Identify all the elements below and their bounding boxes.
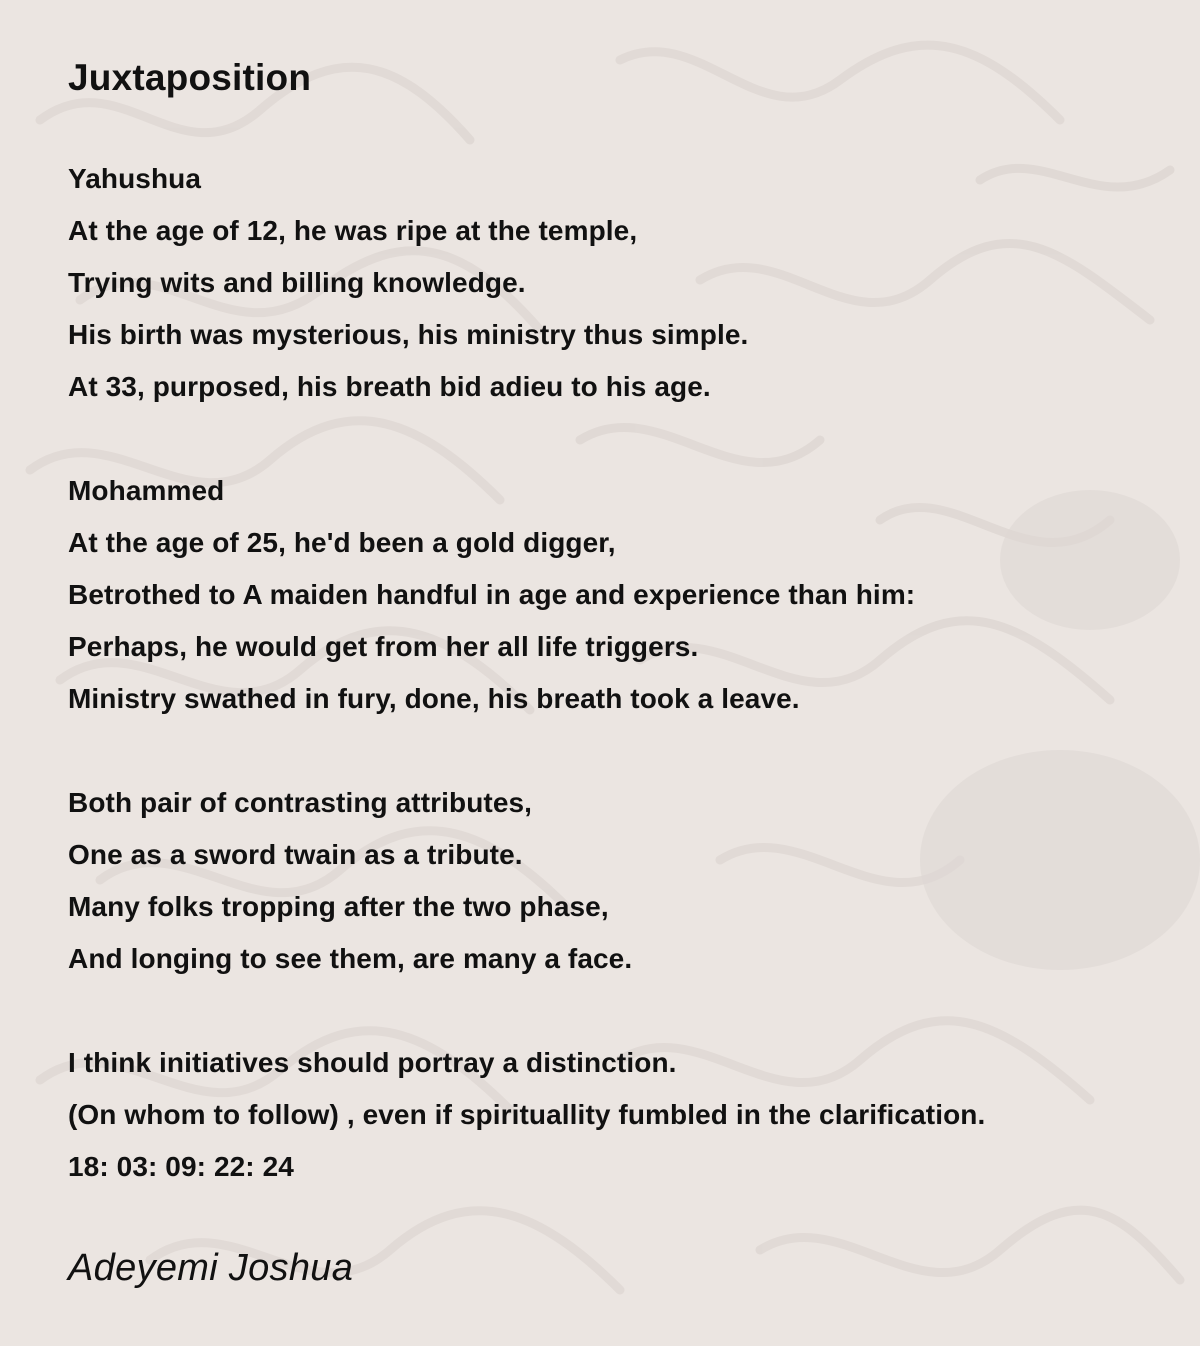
stanza (68, 153, 1178, 413)
poem-body (68, 153, 1178, 1193)
stanza (68, 1037, 1178, 1193)
poem-line: One as a sword twain as a tribute. (68, 839, 523, 870)
poem-line: Ministry swathed in fury, done, his breath took a leave. (68, 683, 800, 714)
poem-line: At the age of 25, he'd been a gold digger, (68, 527, 616, 558)
author-name: Adeyemi Joshua (68, 1247, 354, 1289)
poem-line: I think initiatives should portray a distinction. (68, 1047, 677, 1078)
poem-line: At 33, purposed, his breath bid adieu to his age. (68, 371, 711, 402)
stanza (68, 777, 1178, 985)
poem-title: Juxtaposition (68, 57, 312, 98)
poem-line: Mohammed (68, 475, 225, 506)
poem-line: 18: 03: 09: 22: 24 (68, 1151, 294, 1182)
poem-line: At the age of 12, he was ripe at the temple, (68, 215, 638, 246)
poem-line: Both pair of contrasting attributes, (68, 787, 533, 818)
poem-line: Yahushua (68, 163, 202, 194)
poem-line: Trying wits and billing knowledge. (68, 267, 526, 298)
poem-line: His birth was mysterious, his ministry thus simple. (68, 319, 749, 350)
stanza (68, 465, 1178, 725)
poem-line: Perhaps, he would get from her all life triggers. (68, 631, 699, 662)
poem-line: Betrothed to A maiden handful in age and experience than him: (68, 579, 916, 610)
poem-line: Many folks tropping after the two phase, (68, 891, 609, 922)
poem-line: And longing to see them, are many a face. (68, 943, 633, 974)
poem-line: (On whom to follow) , even if spirituallity fumbled in the clarification. (68, 1099, 986, 1130)
